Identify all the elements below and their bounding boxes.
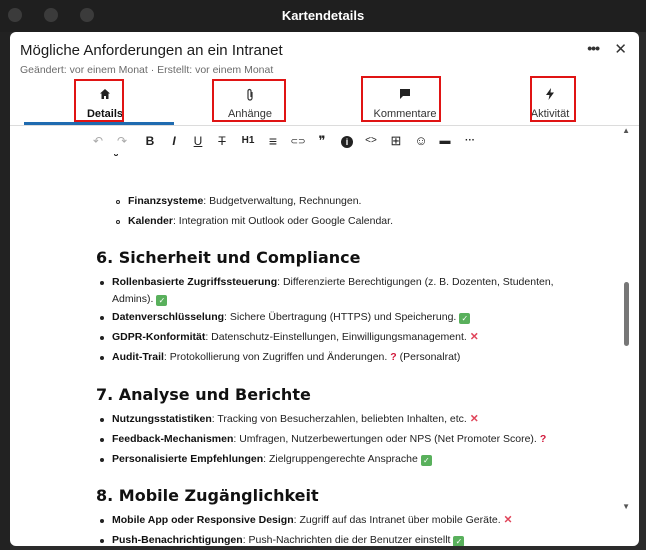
question-icon: ? bbox=[390, 351, 397, 363]
list-item bbox=[112, 276, 554, 288]
item-term: Kalender bbox=[128, 215, 173, 227]
editor-content[interactable] bbox=[10, 154, 624, 546]
list-item bbox=[112, 534, 464, 546]
home-icon bbox=[70, 88, 140, 106]
scroll-up-arrow[interactable]: ▲ bbox=[622, 126, 630, 135]
tab-activity[interactable] bbox=[520, 84, 580, 126]
tab-comments-label: Kommentare bbox=[373, 108, 437, 120]
item-text: : Differenzierte Berechtigungen (z. B. Dozenten, Studenten, bbox=[277, 276, 554, 288]
list-item bbox=[112, 514, 512, 526]
list-bullet bbox=[100, 418, 104, 422]
item-term: Feedback-Mechanismen bbox=[112, 433, 234, 445]
folder-button[interactable]: ▬ bbox=[439, 135, 451, 147]
tab-attachments-label: Anhänge bbox=[227, 108, 273, 120]
check-icon: ✓ bbox=[453, 536, 464, 546]
cross-icon: ✕ bbox=[469, 331, 479, 343]
list-item-continued bbox=[112, 293, 167, 306]
link-button[interactable]: ⊂⊃ bbox=[290, 136, 306, 146]
item-term: Finanzsysteme bbox=[128, 195, 204, 207]
list-item bbox=[112, 311, 470, 324]
background-panel bbox=[0, 32, 10, 550]
window-title: Kartendetails bbox=[281, 8, 365, 23]
item-term: GDPR-Konformität bbox=[112, 331, 206, 343]
underline-button[interactable]: U bbox=[193, 134, 203, 148]
item-text: : Sichere Übertragung (HTTPS) und Speicherung. bbox=[224, 311, 457, 323]
list-item bbox=[112, 453, 432, 466]
more-horizontal-icon: ••• bbox=[587, 40, 599, 56]
list-bullet bbox=[116, 200, 120, 204]
bullet-list-button[interactable]: ≡ bbox=[268, 133, 278, 149]
section-heading: 6. Sicherheit und Compliance bbox=[96, 248, 361, 267]
list-bullet bbox=[100, 438, 104, 442]
item-term: Datenverschlüsselung bbox=[112, 311, 225, 323]
tab-bar bbox=[10, 84, 639, 126]
list-bullet bbox=[100, 519, 104, 523]
tab-details[interactable] bbox=[70, 84, 140, 126]
item-text: Admins). bbox=[112, 293, 154, 305]
list-bullet bbox=[100, 281, 104, 285]
info-icon: i bbox=[341, 136, 353, 148]
item-text: : Integration mit Outlook oder Google Calendar. bbox=[172, 215, 393, 227]
item-text: : Datenschutz-Einstellungen, Einwilligungsmanagement. bbox=[205, 331, 467, 343]
item-term: Audit-Trail bbox=[112, 351, 164, 363]
list-item bbox=[128, 195, 361, 207]
list-bullet bbox=[114, 154, 118, 156]
item-term: Push-Benachrichtigungen bbox=[112, 534, 243, 546]
list-item bbox=[112, 331, 479, 343]
item-note: (Personalrat) bbox=[399, 351, 461, 363]
check-icon: ✓ bbox=[421, 455, 432, 466]
item-text: : Protokollierung von Zugriffen und Änderungen. bbox=[163, 351, 388, 363]
bolt-icon bbox=[520, 88, 580, 106]
check-icon: ✓ bbox=[459, 313, 470, 324]
heading-button[interactable]: H1 bbox=[241, 135, 255, 146]
quote-button[interactable]: ❞ bbox=[318, 133, 326, 148]
comment-icon bbox=[365, 88, 445, 106]
item-term: Personalisierte Empfehlungen bbox=[112, 453, 264, 465]
window-titlebar bbox=[0, 0, 646, 32]
item-term: Mobile App oder Responsive Design bbox=[112, 514, 294, 526]
italic-button[interactable]: I bbox=[172, 134, 176, 148]
redo-button[interactable]: ↷ bbox=[116, 134, 128, 148]
list-bullet bbox=[100, 539, 104, 543]
item-text: : Umfragen, Nutzerbewertungen oder NPS (Net Promoter Score). bbox=[233, 433, 537, 445]
more-options-button[interactable] bbox=[587, 40, 599, 56]
close-button[interactable] bbox=[614, 40, 627, 58]
scrollbar-thumb[interactable] bbox=[624, 282, 629, 346]
list-bullet bbox=[100, 356, 104, 360]
card-details-dialog bbox=[10, 32, 639, 546]
tab-activity-label: Aktivität bbox=[530, 108, 570, 120]
list-item bbox=[112, 351, 460, 363]
item-text: : Budgetverwaltung, Rechnungen. bbox=[203, 195, 362, 207]
card-meta: Geändert: vor einem Monat · Erstellt: vor einem Monat bbox=[20, 64, 274, 76]
scroll-down-arrow[interactable]: ▼ bbox=[622, 502, 630, 511]
card-title[interactable]: Mögliche Anforderungen an ein Intranet bbox=[20, 42, 283, 59]
list-bullet bbox=[116, 220, 120, 224]
item-text: : Tracking von Besucherzahlen, beliebten Inhalten, etc. bbox=[211, 413, 467, 425]
undo-button[interactable]: ↶ bbox=[92, 134, 104, 148]
section-heading: 7. Analyse und Berichte bbox=[96, 385, 311, 404]
item-text: : Zugriff auf das Intranet über mobile Geräte. bbox=[293, 514, 501, 526]
tab-comments[interactable] bbox=[365, 84, 445, 126]
info-button[interactable] bbox=[337, 130, 357, 152]
item-term: Rollenbasierte Zugriffssteuerung bbox=[112, 276, 278, 288]
bold-button[interactable]: B bbox=[145, 134, 155, 148]
list-bullet bbox=[100, 316, 104, 320]
section-heading: 8. Mobile Zugänglichkeit bbox=[96, 486, 319, 505]
list-bullet bbox=[100, 458, 104, 462]
question-icon: ? bbox=[539, 433, 547, 445]
list-item bbox=[112, 433, 546, 445]
list-item bbox=[128, 215, 393, 227]
check-icon: ✓ bbox=[156, 295, 167, 306]
more-toolbar-button[interactable]: ··· bbox=[465, 135, 475, 146]
cross-icon: ✕ bbox=[469, 413, 479, 425]
strikethrough-button[interactable]: T bbox=[218, 134, 226, 148]
list-bullet bbox=[100, 336, 104, 340]
tab-details-label: Details bbox=[86, 108, 124, 120]
table-button[interactable]: ⊞ bbox=[390, 133, 402, 148]
code-button[interactable]: <> bbox=[365, 135, 377, 146]
active-tab-indicator bbox=[24, 122, 174, 125]
cross-icon: ✕ bbox=[503, 514, 513, 526]
item-text: : Zielgruppengerechte Ansprache bbox=[263, 453, 418, 465]
emoji-button[interactable]: ☺ bbox=[414, 133, 428, 148]
paperclip-icon bbox=[215, 88, 285, 106]
tab-attachments[interactable] bbox=[215, 84, 285, 126]
item-term: Nutzungsstatistiken bbox=[112, 413, 212, 425]
list-item bbox=[112, 413, 479, 425]
close-icon: ✕ bbox=[614, 41, 627, 58]
item-text: : Push-Nachrichten die der Benutzer einstellt bbox=[242, 534, 451, 546]
